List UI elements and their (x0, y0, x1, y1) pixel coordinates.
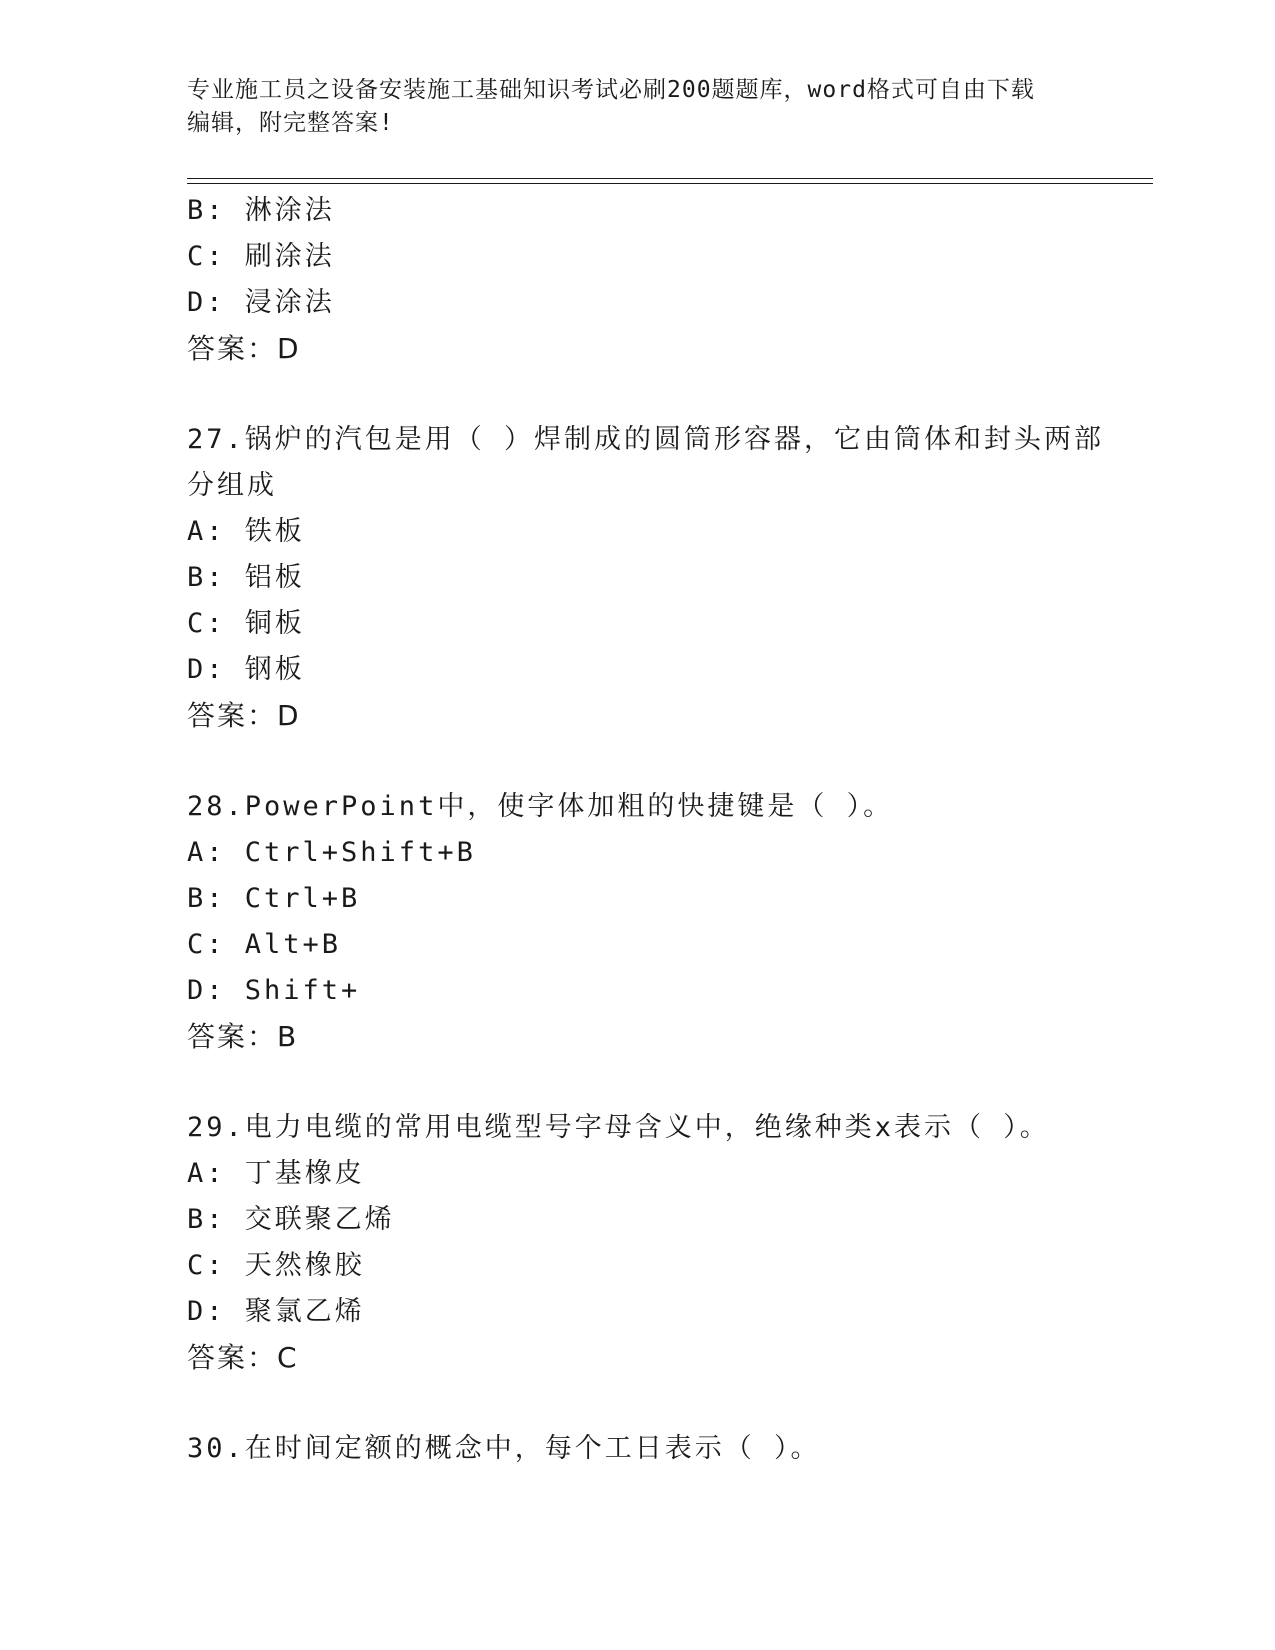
answer: 答案：B (187, 1020, 299, 1053)
question-text-cont: 分组成 (187, 470, 277, 501)
header-rule-top (187, 178, 1153, 179)
option-d: D: Shift+ (187, 975, 361, 1006)
header-line-1: 专业施工员之设备安装施工基础知识考试必刷200题题库，word格式可自由下载 (187, 77, 1035, 103)
answer: 答案：C (187, 1341, 299, 1374)
header-line-2: 编辑，附完整答案! (187, 110, 394, 136)
option-d: D: 浸涂法 (187, 287, 335, 318)
option-c: C: 铜板 (187, 608, 305, 639)
document-header (187, 74, 1067, 140)
question-26-continued (187, 188, 1137, 372)
option-c: C: 天然橡胶 (187, 1250, 365, 1281)
question-text: 30.在时间定额的概念中，每个工日表示（ ）。 (187, 1433, 821, 1464)
option-b: B: 交联聚乙烯 (187, 1204, 395, 1235)
option-b: B: Ctrl+B (187, 883, 361, 914)
option-b: B: 淋涂法 (187, 195, 335, 226)
question-30 (187, 1426, 1137, 1472)
question-text: 28.PowerPoint中，使字体加粗的快捷键是（ ）。 (187, 791, 894, 822)
question-text: 29.电力电缆的常用电缆型号字母含义中，绝缘种类x表示（ ）。 (187, 1112, 1050, 1143)
answer: 答案：D (187, 699, 301, 732)
document-body (187, 188, 1137, 1472)
option-d: D: 钢板 (187, 654, 305, 685)
option-d: D: 聚氯乙烯 (187, 1296, 365, 1327)
question-27 (187, 417, 1137, 739)
option-b: B: 铝板 (187, 562, 305, 593)
option-c: C: 刷涂法 (187, 241, 335, 272)
answer: 答案：D (187, 332, 301, 365)
header-rule-bottom (187, 183, 1153, 184)
question-text: 27.锅炉的汽包是用（ ）焊制成的圆筒形容器，它由筒体和封头两部 (187, 424, 1105, 455)
option-a: A: 丁基橡皮 (187, 1158, 365, 1189)
question-28 (187, 784, 1137, 1060)
option-c: C: Alt+B (187, 929, 342, 960)
question-29 (187, 1105, 1137, 1381)
option-a: A: Ctrl+Shift+B (187, 837, 476, 868)
option-a: A: 铁板 (187, 516, 305, 547)
